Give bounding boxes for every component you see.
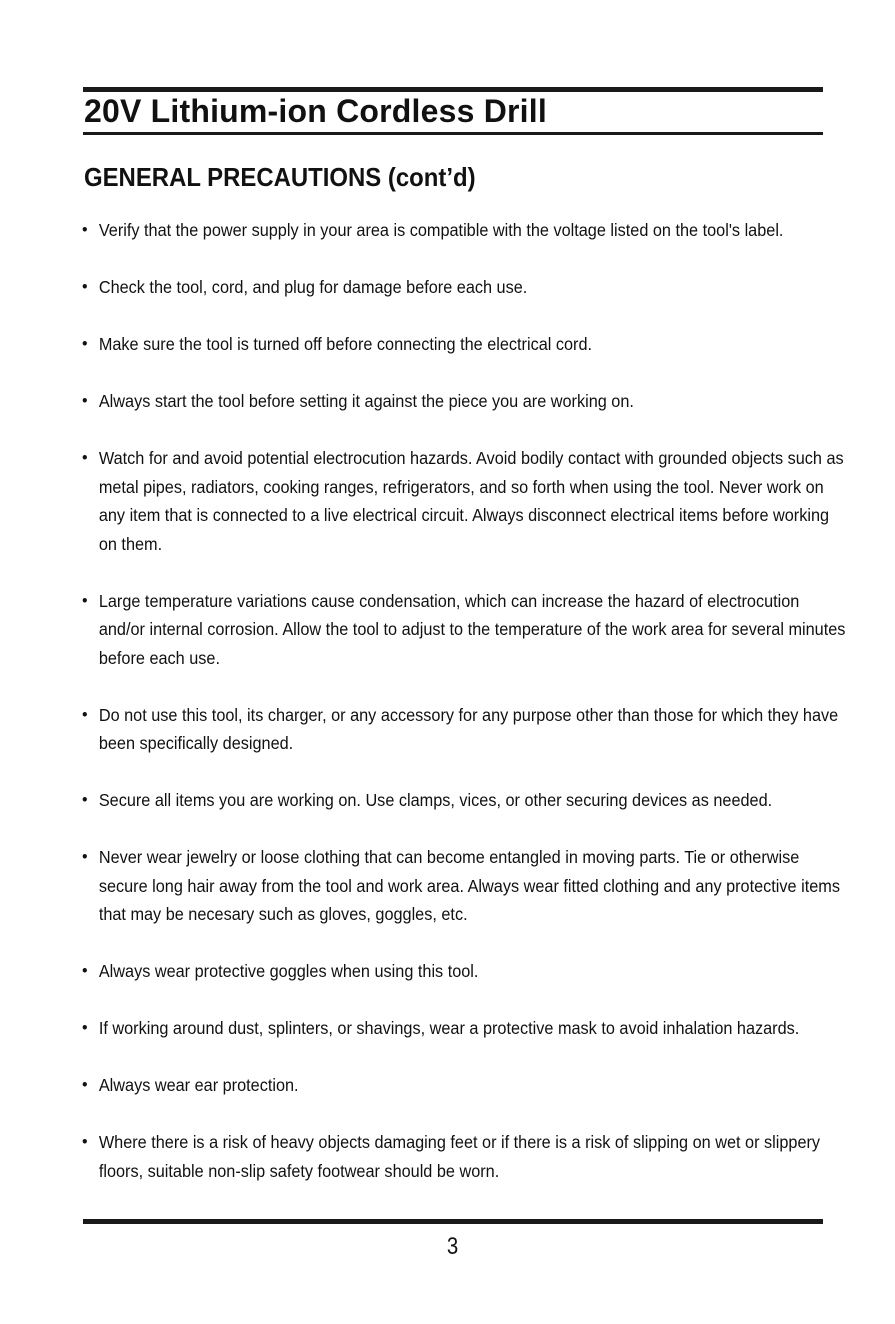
list-item-text: Verify that the power supply in your area is compatible with the voltage listed on the tool's label.	[98, 220, 784, 240]
footer-rule	[83, 1219, 823, 1224]
bullet-icon: •	[82, 391, 88, 410]
list-item-text: Always wear ear protection.	[98, 1075, 299, 1095]
list-item-text: If working around dust, splinters, or shavings, wear a protective mask to avoid inhalation hazards.	[98, 1018, 800, 1038]
list-item-text: Watch for and avoid potential electrocution hazards. Avoid bodily contact with grounded objects such as metal pipes, radiators, cooking ranges, refrigerators, and so forth when using the tool. Never work on any item that is connected to a live electrical circuit. Always disconnect electrical items before working on them.	[98, 448, 844, 554]
section-heading: GENERAL PRECAUTIONS (cont’d)	[84, 162, 476, 192]
list-item-text: Make sure the tool is turned off before connecting the electrical cord.	[98, 334, 593, 354]
list-item	[82, 957, 847, 986]
bullet-icon: •	[82, 448, 88, 467]
bullet-icon: •	[82, 961, 88, 980]
bullet-icon: •	[82, 847, 88, 866]
bullet-icon: •	[82, 790, 88, 809]
list-item	[82, 273, 847, 302]
bullet-icon: •	[82, 220, 88, 239]
list-item	[82, 387, 847, 416]
list-item	[82, 330, 847, 359]
document-title: 20V Lithium-ion Cordless Drill	[84, 93, 547, 129]
bullet-icon: •	[82, 1018, 88, 1037]
list-item	[82, 444, 847, 558]
bullet-icon: •	[82, 704, 88, 724]
bullet-icon: •	[82, 1075, 88, 1094]
list-item-text: Always wear protective goggles when using this tool.	[98, 961, 479, 981]
list-item-text: Check the tool, cord, and plug for damage before each use.	[98, 277, 528, 297]
list-item	[82, 1014, 847, 1043]
list-item-text: Never wear jewelry or loose clothing that can become entangled in moving parts. Tie or otherwise secure long hair away from the tool and work area. Always wear fitted clothing and any protective items that may be necesary such as gloves, goggles, etc.	[98, 847, 840, 924]
list-item	[82, 216, 847, 245]
list-item-text: Large temperature variations cause condensation, which can increase the hazard of electrocution and/or internal corrosion. Allow the tool to adjust to the temperature of the work area for several minutes before each use.	[98, 590, 846, 668]
bullet-icon: •	[82, 334, 88, 353]
bullet-icon: •	[82, 1132, 88, 1151]
list-item	[82, 843, 847, 929]
list-item-text: Do not use this tool, its charger, or any accessory for any purpose other than those for which they have been specifically designed.	[98, 704, 839, 753]
list-item	[82, 786, 847, 815]
list-item	[82, 587, 847, 673]
bullet-icon: •	[82, 277, 88, 296]
title-underline	[83, 132, 823, 135]
page-number: 3	[446, 1233, 459, 1260]
bullet-icon: •	[82, 590, 88, 610]
list-item-text: Where there is a risk of heavy objects damaging feet or if there is a risk of slipping on wet or slippery floors, suitable non-slip safety footwear should be worn.	[98, 1132, 821, 1181]
list-item-text: Always start the tool before setting it against the piece you are working on.	[98, 391, 634, 411]
list-item	[82, 701, 847, 758]
list-item	[82, 1128, 847, 1185]
list-item-text: Secure all items you are working on. Use clamps, vices, or other securing devices as needed.	[98, 790, 773, 810]
list-item	[82, 1071, 847, 1100]
precautions-list	[82, 216, 846, 1185]
